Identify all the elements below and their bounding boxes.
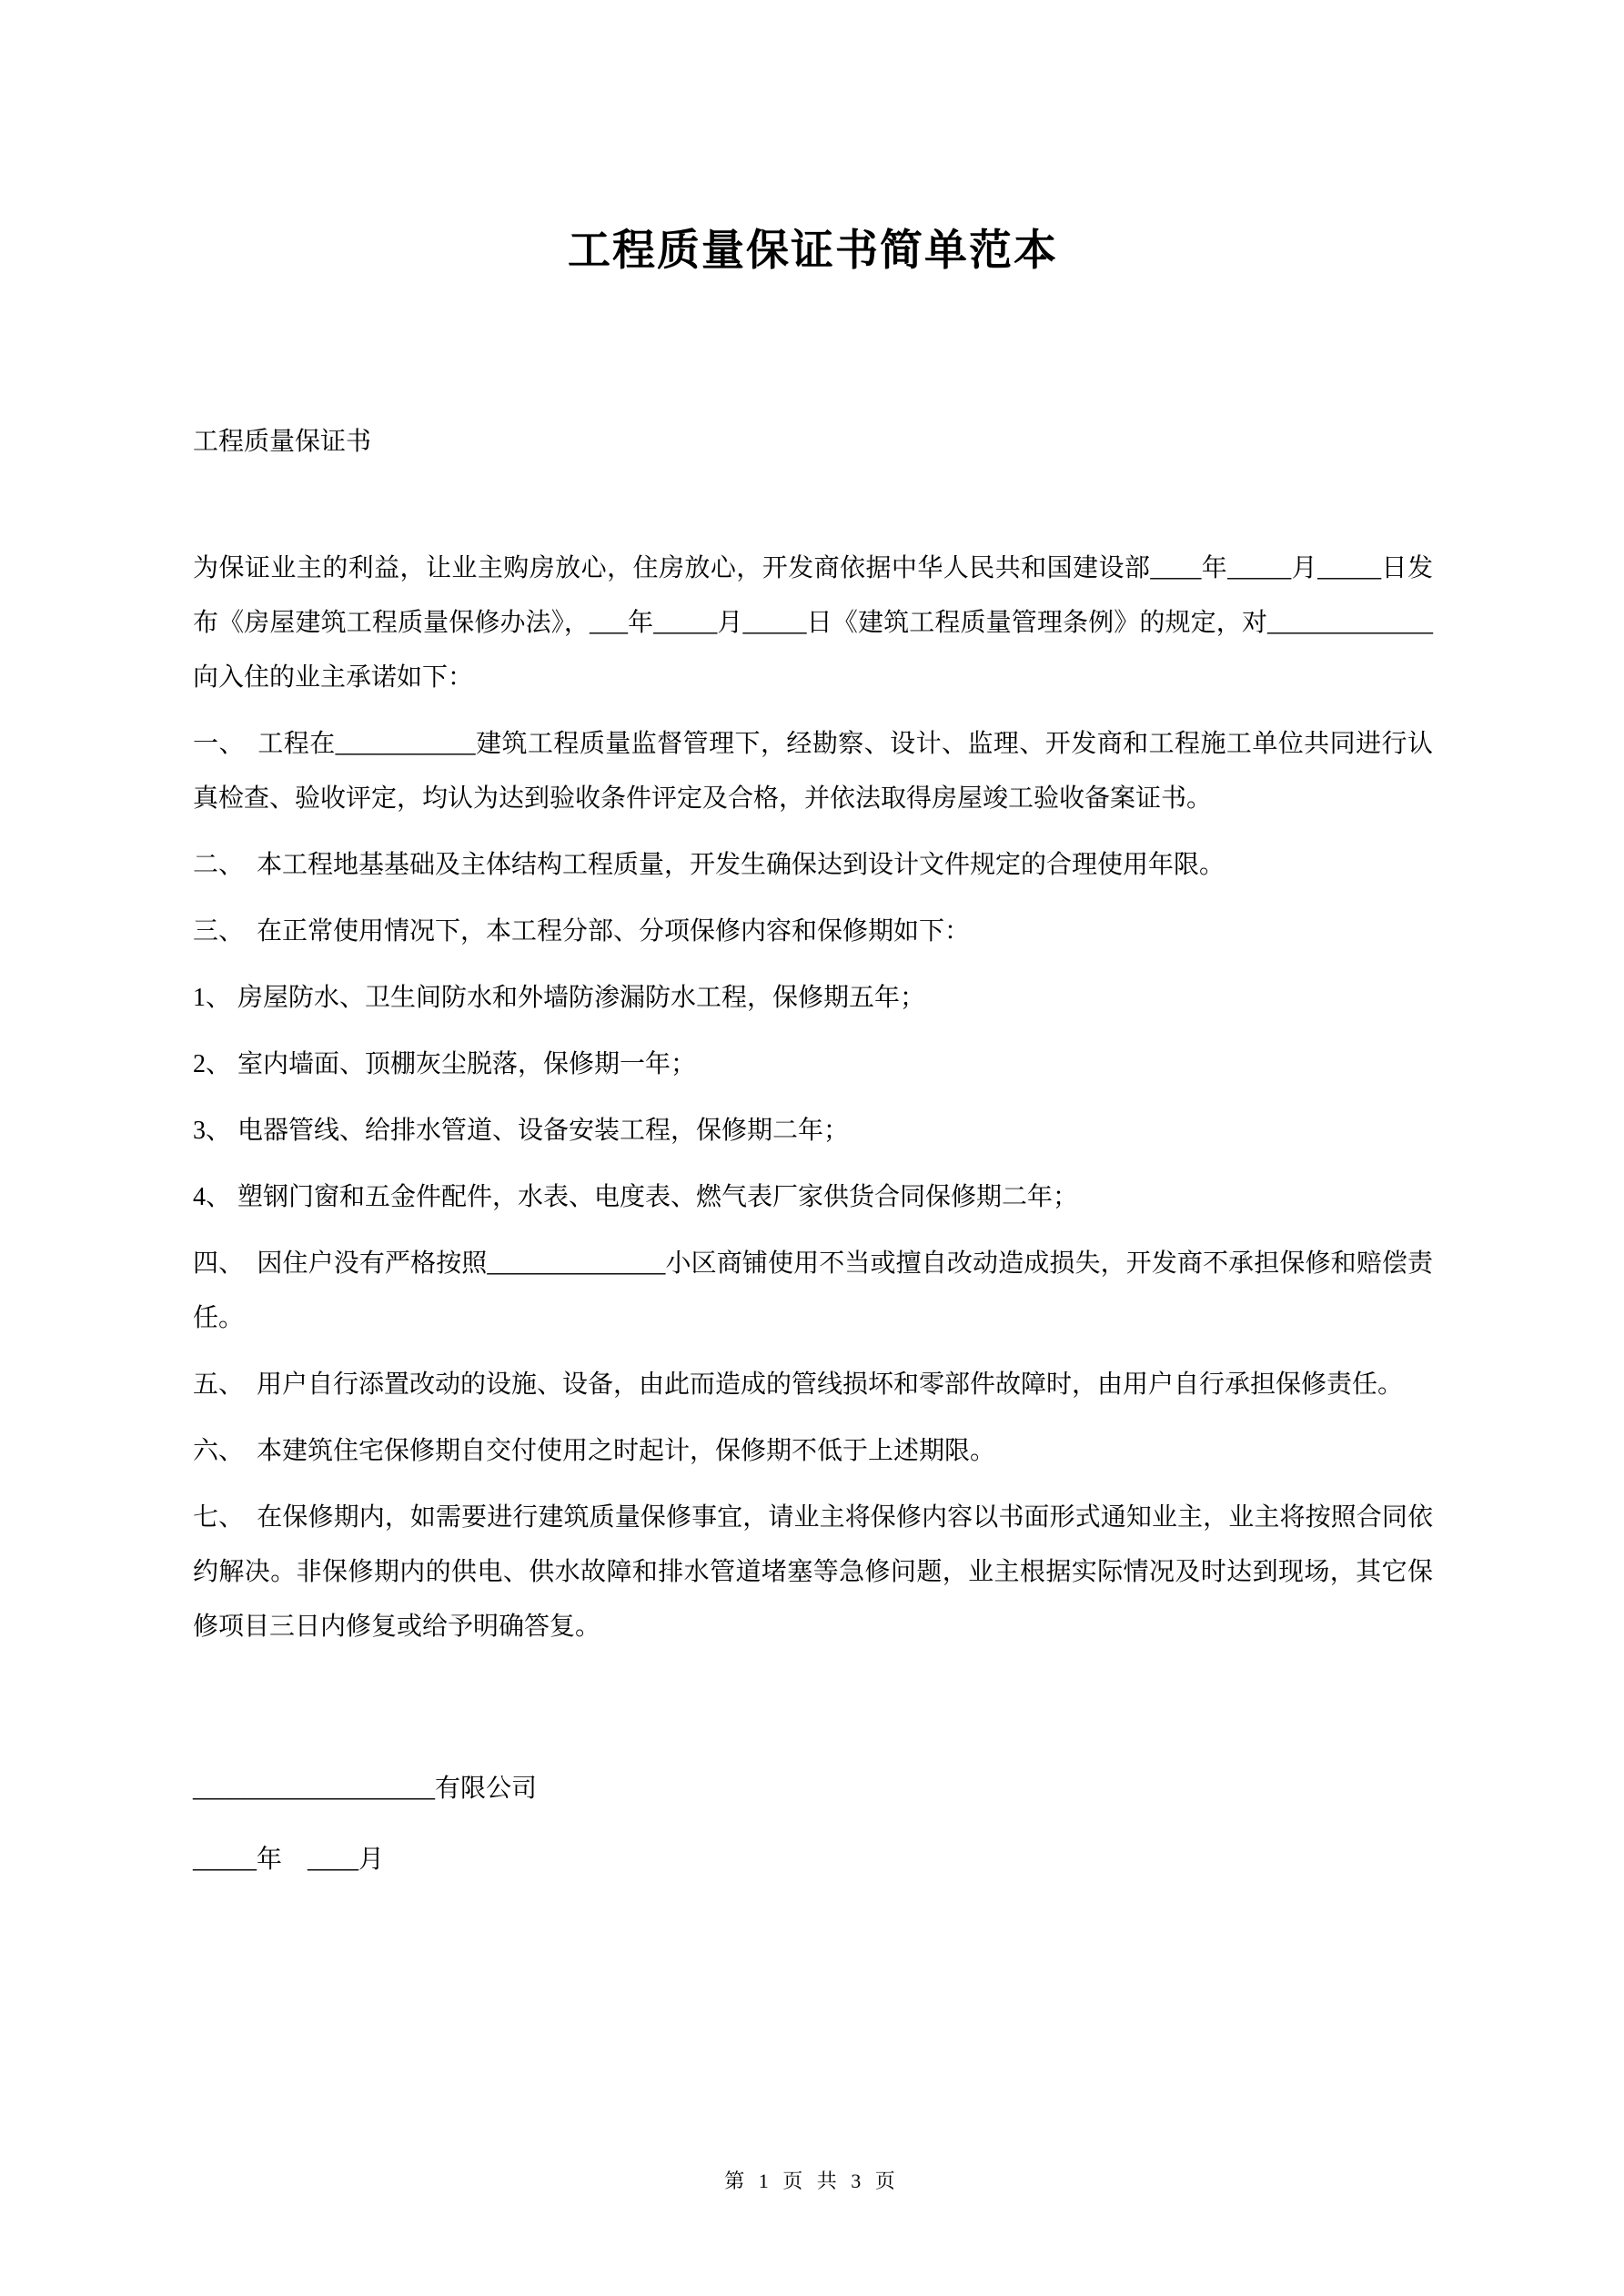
signature-company-line: ___________________有限公司 — [193, 1775, 538, 1803]
paragraph-clause-1: 一、 工程在___________建筑工程质量监督管理下，经勘察、设计、监理、开发商和工程施工单位共同进行认真检查、验收评定，均认为达到验收条件评定及合格，并依法取得房屋竣工验收备案证书。 — [193, 730, 1433, 813]
paragraph-item-4: 4、 塑钢门窗和五金件配件，水表、电度表、燃气表厂家供货合同保修期二年； — [193, 1183, 1079, 1211]
paragraph-clause-6: 六、 本建筑住宅保修期自交付使用之时起计，保修期不低于上述期限。 — [193, 1437, 996, 1465]
page-footer — [0, 2166, 1624, 2194]
paragraph-item-1: 1、 房屋防水、卫生间防水和外墙防渗漏防水工程，保修期五年； — [193, 984, 926, 1012]
paragraph-item-3: 3、 电器管线、给排水管道、设备安装工程，保修期二年； — [193, 1117, 850, 1145]
paragraph-clause-2: 二、 本工程地基基础及主体结构工程质量，开发生确保达到设计文件规定的合理使用年限。 — [193, 851, 1226, 879]
document-subtitle: 工程质量保证书 — [193, 428, 372, 456]
document-title: 工程质量保证书简单范本 — [568, 228, 1058, 275]
paragraph-intro: 为保证业主的利益，让业主购房放心，住房放心，开发商依据中华人民共和国建设部____年_____月_____日发布《房屋建筑工程质量保修办法》，___年_____月_____日《建筑工程质量管理条例》的规定，对_____________向入住的业主承诺如下： — [193, 554, 1433, 692]
page-number-text: 第 1 页 共 3 页 — [724, 2170, 900, 2192]
paragraph-item-2: 2、 室内墙面、顶棚灰尘脱落，保修期一年； — [193, 1050, 697, 1078]
paragraph-clause-3: 三、 在正常使用情况下，本工程分部、分项保修内容和保修期如下： — [193, 917, 971, 946]
signature-date-line: _____年 ____月 — [193, 1846, 385, 1874]
paragraph-clause-4: 四、 因住户没有严格按照______________小区商铺使用不当或擅自改动造成损失，开发商不承担保修和赔偿责任。 — [193, 1249, 1433, 1332]
document-body — [193, 541, 1433, 1654]
paragraph-clause-7: 七、 在保修期内，如需要进行建筑质量保修事宜，请业主将保修内容以书面形式通知业主，业主将按照合同依约解决。非保修期内的供电、供水故障和排水管道堵塞等急修问题，业主根据实际情况及时达到现场，其它保修项目三日内修复或给予明确答复。 — [193, 1503, 1433, 1641]
signature-block — [193, 1762, 1433, 1887]
paragraph-clause-5: 五、 用户自行添置改动的设施、设备，由此而造成的管线损坏和零部件故障时，由用户自行承担保修责任。 — [193, 1371, 1404, 1399]
